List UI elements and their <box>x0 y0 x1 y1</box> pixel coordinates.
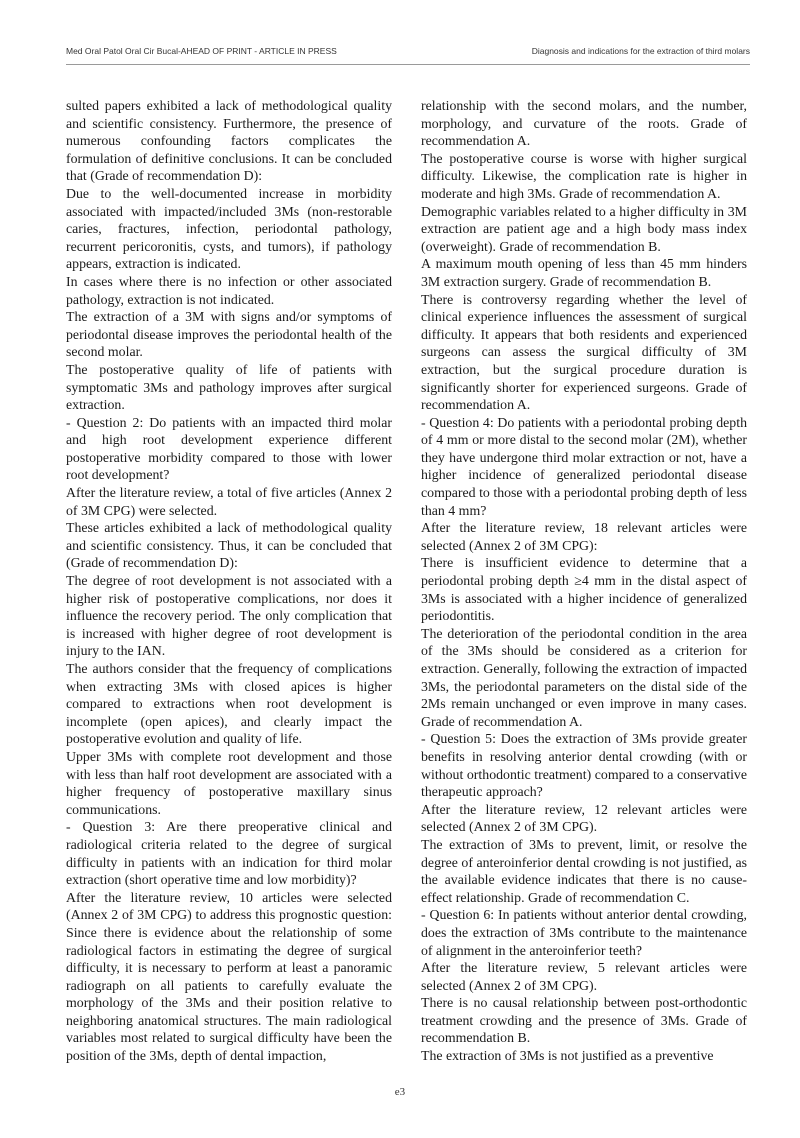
paragraph: There is insufficient evidence to determine that a periodontal probing depth ≥4 mm in the distal aspect of 3Ms is associated with a higher incidence of generalized periodontitis. <box>421 555 747 624</box>
journal-title: Med Oral Patol Oral Cir Bucal-AHEAD OF PRINT - ARTICLE IN PRESS <box>66 46 337 56</box>
paragraph: Demographic variables related to a higher difficulty in 3M extraction are patient age and a high body mass index (overweight). Grade of recommendation B. <box>421 203 747 254</box>
paragraph: In cases where there is no infection or other associated pathology, extraction is not indicated. <box>66 273 392 307</box>
question-paragraph: - Question 5: Does the extraction of 3Ms provide greater benefits in resolving anterior dental crowding (with or without orthodontic treatment) compared to a conservative therapeutic approach? <box>421 731 747 800</box>
paragraph: After the literature review, 5 relevant articles were selected (Annex 2 of 3M CPG). <box>421 960 747 993</box>
right-column <box>421 97 747 1065</box>
paragraph: After the literature review, 10 articles were selected (Annex 2 of 3M CPG) to address this prognostic question: Since there is evidence about the relationship of some radiological factors in estimating the degree of surgical difficulty, it is necessary to perform at least a panoramic radiograph on all patients to carefully evaluate the morphology of the 3Ms and their position relative to neighboring anatomical structures. The main radiological variables most related to surgical difficulty have been the position of the 3Ms, depth of dental impaction, <box>66 889 392 1064</box>
paragraph: The extraction of 3Ms is not justified as a preventive <box>421 1048 714 1064</box>
paragraph: The extraction of a 3M with signs and/or symptoms of periodontal disease improves the periodontal health of the second molar. <box>66 309 392 360</box>
question-paragraph: - Question 2: Do patients with an impacted third molar and high root development experience different postoperative morbidity compared to those with lower root development? <box>66 414 392 483</box>
paragraph: The degree of root development is not associated with a higher risk of postoperative complications, nor does it influence the recovery period. The only complication that is increased with higher degree of root development is injury to the IAN. <box>66 573 392 659</box>
paragraph: sulted papers exhibited a lack of methodological quality and scientific consistency. Furthermore, the presence of numerous confounding factors complicates the formulation of definitive conclusions. It can be concluded that (Grade of recommendation D): <box>66 98 392 184</box>
paragraph: The postoperative course is worse with higher surgical difficulty. Likewise, the complication rate is higher in moderate and high 3Ms. Grade of recommendation A. <box>421 150 747 201</box>
paragraph: A maximum mouth opening of less than 45 mm hinders 3M extraction surgery. Grade of recommendation B. <box>421 256 747 289</box>
paragraph: The extraction of 3Ms to prevent, limit, or resolve the degree of anteroinferior dental crowding is not justified, as the available evidence indicates that there is no cause-effect relationship. Grade of recommendation C. <box>421 836 747 905</box>
question-paragraph: - Question 4: Do patients with a periodontal probing depth of 4 mm or more distal to the second molar (2M), whether they have undergone third molar extraction or not, have a higher incidence of generalized periodontal disease compared to those with a periodontal probing depth of less than 4 mm? <box>421 414 747 518</box>
running-header <box>66 46 750 60</box>
paragraph: Due to the well-documented increase in morbidity associated with impacted/included 3Ms (non-restorable caries, fractures, infection, periodontal pathology, recurrent pericoronitis, cysts, and tumors), if pathology appears, extraction is indicated. <box>66 185 392 272</box>
paragraph: There is controversy regarding whether the level of clinical experience influences the assessment of surgical difficulty. It appears that both residents and experienced surgeons can assess the surgical difficulty of 3M extraction, but the surgical procedure duration is significantly shorter for experienced surgeons. Grade of recommendation A. <box>421 291 747 413</box>
page-number: e3 <box>394 1086 406 1098</box>
question-paragraph: - Question 6: In patients without anterior dental crowding, does the extraction of 3Ms contribute to the maintenance of alignment in the anteroinferior teeth? <box>421 907 747 958</box>
left-column <box>66 97 392 1065</box>
paragraph: After the literature review, a total of five articles (Annex 2 of 3M CPG) were selected. <box>66 485 392 518</box>
paragraph: There is no causal relationship between post-orthodontic treatment crowding and the presence of 3Ms. Grade of recommendation B. <box>421 995 747 1046</box>
paragraph: These articles exhibited a lack of methodological quality and scientific consistency. Thus, it can be concluded that (Grade of recommendation D): <box>66 520 392 571</box>
paragraph: The postoperative quality of life of patients with symptomatic 3Ms and pathology improves after surgical extraction. <box>66 361 392 413</box>
paragraph: Upper 3Ms with complete root development and those with less than half root development are associated with a higher frequency of postoperative maxillary sinus communications. <box>66 748 392 817</box>
paragraph: After the literature review, 12 relevant articles were selected (Annex 2 of 3M CPG). <box>421 801 747 835</box>
paragraph: The deterioration of the periodontal condition in the area of the 3Ms should be considered as a criterion for extraction. Generally, following the extraction of impacted 3Ms, the periodontal parameters on the distal side of the 2Ms remain unchanged or even improve in many cases. Grade of recommendation A. <box>421 625 747 729</box>
header-divider <box>66 64 750 65</box>
question-paragraph: - Question 3: Are there preoperative clinical and radiological criteria related to the degree of surgical difficulty in patients with an indication for third molar extraction (short operative time and low morbidity)? <box>66 819 392 888</box>
paragraph: The authors consider that the frequency of complications when extracting 3Ms with closed apices is higher compared to extractions when root development is incomplete (open apices), and clearly impact the postoperative evolution and quality of life. <box>66 661 392 747</box>
paragraph: relationship with the second molars, and the number, morphology, and curvature of the roots. Grade of recommendation A. <box>421 98 747 149</box>
paragraph: After the literature review, 18 relevant articles were selected (Annex 2 of 3M CPG): <box>421 520 747 553</box>
article-short-title: Diagnosis and indications for the extraction of third molars <box>531 46 750 56</box>
